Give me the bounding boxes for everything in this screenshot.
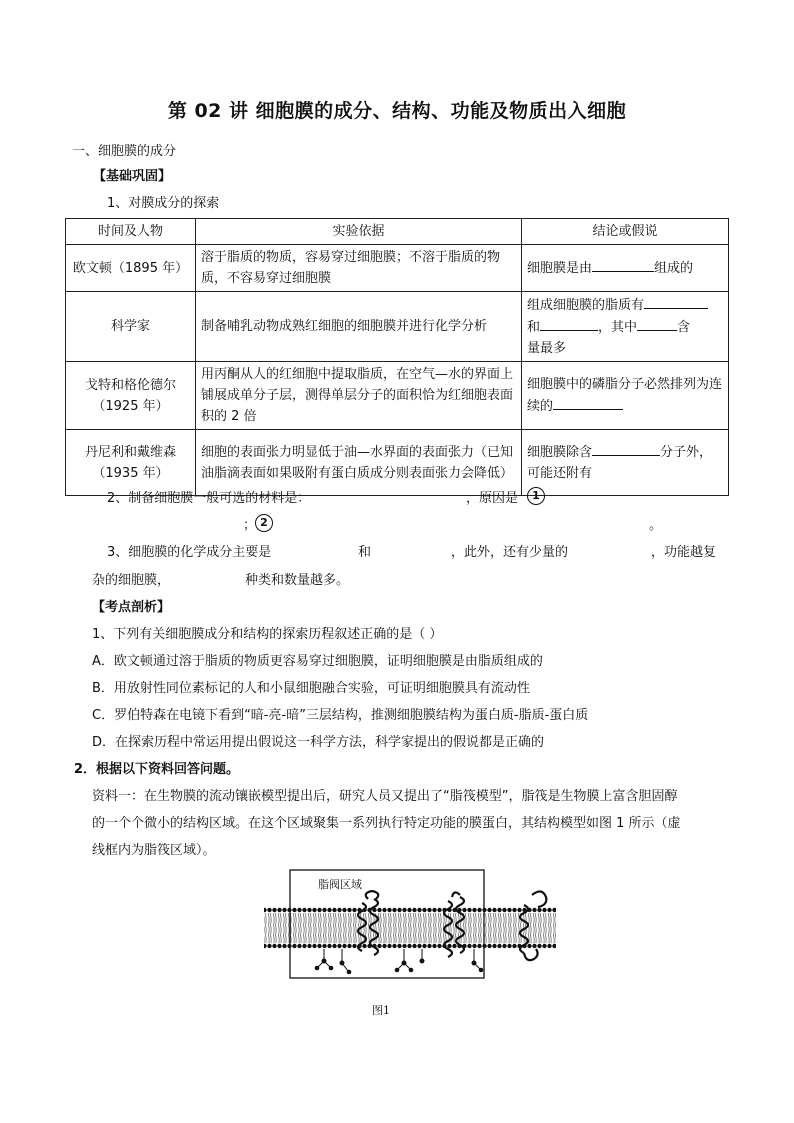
table-cell-person: 欧文顿（1895 年） xyxy=(66,245,196,292)
table-cell-evidence: 用丙酮从人的红细胞中提取脂质，在空气—水的界面上铺展成单分子层，测得单层分子的面积恰为红细胞表面积的 2 倍 xyxy=(196,362,522,430)
question-2-stem: 2．根据以下资料回答问题。 xyxy=(74,762,240,777)
question-3-part-b: 和 xyxy=(358,545,372,560)
table-cell-evidence: 细胞的表面张力明显低于油—水界面的表面张力（已知油脂滴表面如果吸附有蛋白质成分则表面张力会降低） xyxy=(196,430,522,496)
table-cell-conclusion xyxy=(522,292,729,362)
cell-text: 细胞膜中的磷脂分子必然排列为连续的 xyxy=(527,377,723,414)
question-3-part-a: 3、细胞膜的化学成分主要是 xyxy=(107,545,272,560)
raft-label: 脂阀区域 xyxy=(318,878,362,891)
cell-text: 组成的 xyxy=(654,261,694,276)
table-header-row xyxy=(66,219,729,245)
cell-text: 量最多 xyxy=(527,341,567,356)
circled-number-2: 2 xyxy=(255,514,273,532)
option-c[interactable]: C．罗伯特森在电镜下看到“暗-亮-暗”三层结构，推测细胞膜结构为蛋白质-脂质-蛋白质 xyxy=(92,708,589,723)
glycan-chain-icon xyxy=(315,949,483,974)
person-name: 戈特和格伦德尔 xyxy=(84,377,176,393)
table-cell-evidence: 制备哺乳动物成熟红细胞的细胞膜并进行化学分析 xyxy=(196,292,522,362)
circled-number-1: 1 xyxy=(527,487,545,505)
table-cell-person xyxy=(66,362,196,430)
cell-text: 分子外， xyxy=(660,445,713,460)
person-name: 丹尼利和戴维森 xyxy=(84,444,176,460)
cell-text: 细胞膜除含 xyxy=(527,445,593,460)
fill-blank[interactable] xyxy=(644,294,708,309)
bilayer-top-heads xyxy=(264,907,556,913)
table-row xyxy=(66,292,729,362)
bilayer-bottom-heads xyxy=(264,943,556,949)
table-cell-conclusion xyxy=(522,430,729,496)
question-3-line2-a: 杂的细胞膜， xyxy=(92,573,171,588)
question-3-part-c: ，此外，还有少量的 xyxy=(451,545,569,560)
question-2-reason: ，原因是 xyxy=(466,491,519,506)
cell-text: ，其中 xyxy=(598,320,638,335)
bilayer-tails xyxy=(264,913,556,943)
cell-text: 组成细胞膜的脂质有 xyxy=(527,298,645,313)
table-row xyxy=(66,245,729,292)
material-paragraph-line: 的一个个微小的结构区域。在这个区域聚集一系列执行特定功能的膜蛋白，其结构模型如图 1 所示（虚 xyxy=(92,816,681,831)
person-year: （1925 年） xyxy=(92,398,169,414)
cell-text: 和 xyxy=(527,320,541,335)
period: 。 xyxy=(649,518,663,533)
person-year: （1935 年） xyxy=(92,465,169,481)
option-b[interactable]: B．用放射性同位素标记的人和小鼠细胞融合实验，可证明细胞膜具有流动性 xyxy=(92,681,530,696)
section-heading: 一、细胞膜的成分 xyxy=(72,144,177,159)
option-a[interactable]: A．欧文顿通过溶于脂质的物质更容易穿过细胞膜，证明细胞膜是由脂质组成的 xyxy=(92,654,543,669)
analysis-label: 【考点剖析】 xyxy=(92,600,171,615)
question-3-line2-b: 种类和数量越多。 xyxy=(245,573,350,588)
question-1-label: 1、对膜成分的探索 xyxy=(107,196,220,211)
question-2-text: 2、制备细胞膜一般可选的材料是： xyxy=(107,491,311,506)
figure-caption: 图1 xyxy=(372,1004,390,1017)
cell-text: 细胞膜是由 xyxy=(527,261,593,276)
table-header: 实验依据 xyxy=(196,219,522,245)
table-header: 结论或假说 xyxy=(522,219,729,245)
table-cell-conclusion xyxy=(522,362,729,430)
lipid-raft-figure xyxy=(262,865,558,1000)
cell-text: 可能还附有 xyxy=(527,466,593,481)
material-paragraph-line: 线框内为脂筏区域）。 xyxy=(92,843,216,858)
page-title: 第 02 讲 细胞膜的成分、结构、功能及物质出入细胞 xyxy=(167,100,627,122)
table-row xyxy=(66,430,729,496)
fill-blank[interactable] xyxy=(637,316,677,331)
table-row xyxy=(66,362,729,430)
table-header: 时间及人物 xyxy=(66,219,196,245)
fill-blank[interactable] xyxy=(592,257,654,272)
cell-text: 含 xyxy=(677,320,691,335)
basic-label: 【基础巩固】 xyxy=(93,169,172,184)
semicolon: ； xyxy=(243,518,257,533)
question-3-part-d: ，功能越复 xyxy=(651,545,717,560)
option-d[interactable]: D．在探索历程中常运用提出假说这一科学方法，科学家提出的假说都是正确的 xyxy=(92,735,545,750)
table-cell-person xyxy=(66,430,196,496)
fill-blank[interactable] xyxy=(592,441,660,456)
material-paragraph-line: 资料一：在生物膜的流动镶嵌模型提出后，研究人员又提出了“脂筏模型”，脂筏是生物膜上富含胆固醇 xyxy=(92,789,678,804)
fill-blank[interactable] xyxy=(540,316,598,331)
mc-question-stem: 1、下列有关细胞膜成分和结构的探索历程叙述正确的是（ ） xyxy=(92,627,443,642)
fill-blank[interactable] xyxy=(553,395,623,410)
table-cell-conclusion xyxy=(522,245,729,292)
table-cell-evidence: 溶于脂质的物质，容易穿过细胞膜；不溶于脂质的物质，不容易穿过细胞膜 xyxy=(196,245,522,292)
table-cell-person: 科学家 xyxy=(66,292,196,362)
exploration-table xyxy=(65,218,729,496)
